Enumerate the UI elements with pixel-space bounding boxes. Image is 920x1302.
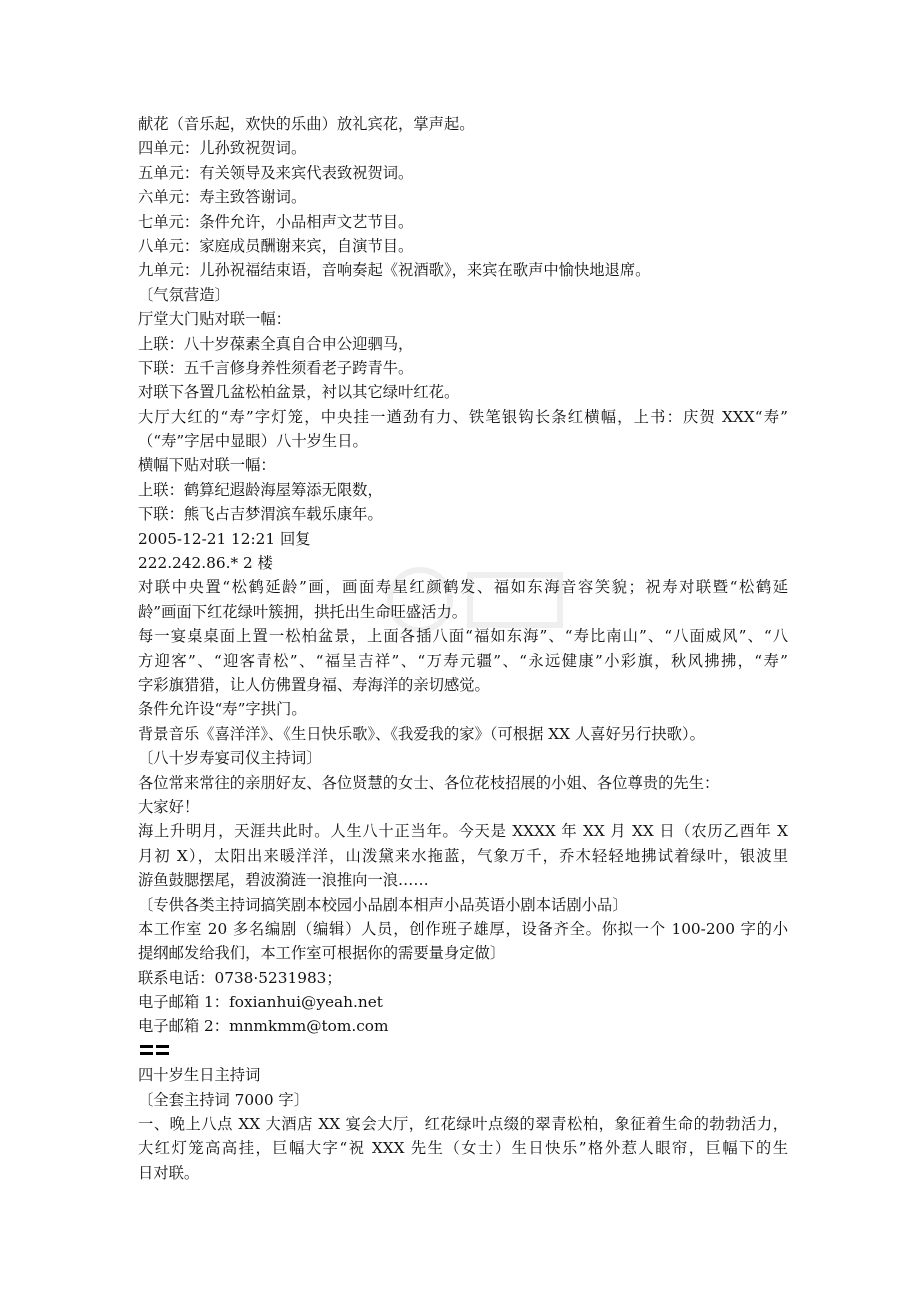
document-body (138, 112, 788, 1185)
couplet-line: 上联：鹤算纪遐龄海屋筹添无限数， (138, 480, 383, 499)
text-line: 每一宴桌桌面上置一松柏盆景，上面各插八面“福如东海”、“寿比南山”、“八面威风”、“八 (138, 627, 788, 646)
text-line: 五单元：有关领导及来宾代表致祝贺词。 (138, 163, 414, 182)
couplet-line: 下联：熊飞占吉梦渭滨车载乐康年。 (138, 505, 383, 524)
text-line: 方迎客”、“迎客青松”、“福呈吉祥”、“万寿元疆”、“永远健康”小彩旗，秋风拂拂，“寿” (138, 651, 788, 670)
text-line: 大家好！ (138, 797, 200, 816)
text-line: 大厅大红的“寿”字灯笼，中央挂一遒劲有力、铁笔银钩长条红横幅，上书：庆贺 XXX“寿” (138, 407, 788, 426)
text-line: 本工作室 20 多名编剧（编辑）人员，创作班子雄厚，设备齐全。你拟一个 100-200 字的小 (138, 919, 788, 938)
section-heading: 〔八十岁寿宴司仪主持词〕 (138, 749, 322, 768)
text-line: 条件允许设“寿”字拱门。 (138, 700, 307, 719)
text-line: 厅堂大门贴对联一幅： (138, 310, 291, 329)
text-line: 九单元：儿孙祝福结束语，音响奏起《祝酒歌》，来宾在歌声中愉快地退席。 (138, 261, 651, 280)
text-line: 提纲邮发给我们，本工作室可根据你的需要量身定做〕 (138, 944, 506, 963)
text-line: 龄”画面下红花绿叶簇拥，拱托出生命旺盛活力。 (138, 602, 468, 621)
contact-email-2: 电子邮箱 2：mnmkmm@tom.com (138, 1017, 389, 1036)
text-line: 日对联。 (138, 1163, 200, 1182)
double-bar-icon (140, 1043, 172, 1057)
text-line: 字彩旗猎猎，让人仿佛置身福、寿海洋的亲切感觉。 (138, 675, 490, 694)
couplet-line: 上联：八十岁葆素全真自合申公迎驷马， (138, 334, 414, 353)
section-heading: 〔气氛营造〕 (138, 285, 230, 304)
text-line: （“寿”字居中显眼）八十岁生日。 (138, 432, 368, 451)
text-line: 献花（音乐起，欢快的乐曲）放礼宾花，掌声起。 (138, 115, 475, 133)
contact-email-1: 电子邮箱 1：foxianhui@yeah.net (138, 993, 383, 1012)
text-line: 大红灯笼高高挂，巨幅大字“祝 XXX 先生（女士）生日快乐”格外惹人眼帘，巨幅下的生 (138, 1139, 788, 1158)
text-line: 对联中央置“松鹤延龄”画，画面寿星红颜鹤发、福如东海音容笑貌；祝寿对联暨“松鹤延 (138, 578, 788, 597)
text-line: 各位常来常往的亲朋好友、各位贤慧的女士、各位花枝招展的小姐、各位尊贵的先生： (138, 773, 720, 792)
text-line: 六单元：寿主致答谢词。 (138, 188, 307, 207)
text-line: 背景音乐《喜洋洋》、《生日快乐歌》、《我爱我的家》（可根据 XX 人喜好另行抉歌）。 (138, 724, 705, 743)
section-heading: 〔专供各类主持词搞笑剧本校园小品剧本相声小品英语小剧本话剧小品〕 (138, 895, 628, 914)
text-line: 对联下各置几盆松柏盆景，衬以其它绿叶红花。 (138, 383, 460, 402)
couplet-line: 下联：五千言修身养性须看老子跨青牛。 (138, 358, 414, 377)
section-heading: 〔全套主持词 7000 字〕 (138, 1090, 310, 1109)
section-title: 四十岁生日主持词 (138, 1066, 261, 1085)
text-line: 七单元：条件允许，小品相声文艺节目。 (138, 212, 414, 231)
contact-phone: 联系电话：0738·5231983； (138, 968, 342, 987)
text-line: 月初 X），太阳出来暖洋洋，山泼黛来水拖蓝，气象万千，乔木轻轻地拂试着绿叶，银波里 (138, 846, 788, 865)
text-line: 横幅下贴对联一幅： (138, 456, 276, 475)
post-author: 222.242.86.* 2 楼 (138, 554, 273, 573)
text-line: 一、晚上八点 XX 大酒店 XX 宴会大厅，红花绿叶点缀的翠青松柏，象征着生命的勃勃活力， (138, 1115, 788, 1134)
text-line: 四单元：儿孙致祝贺词。 (138, 139, 307, 158)
text-line: 八单元：家庭成员酬谢来宾，自演节目。 (138, 236, 414, 255)
text-line: 游鱼鼓腮摆尾，碧波漪涟一浪推向一浪…… (138, 871, 429, 890)
text-line: 海上升明月，天涯共此时。人生八十正当年。今天是 XXXX 年 XX 月 XX 日（农历乙酉年 X (138, 822, 788, 841)
post-timestamp: 2005-12-21 12:21 回复 (138, 529, 311, 548)
separator-mark (138, 1039, 788, 1063)
